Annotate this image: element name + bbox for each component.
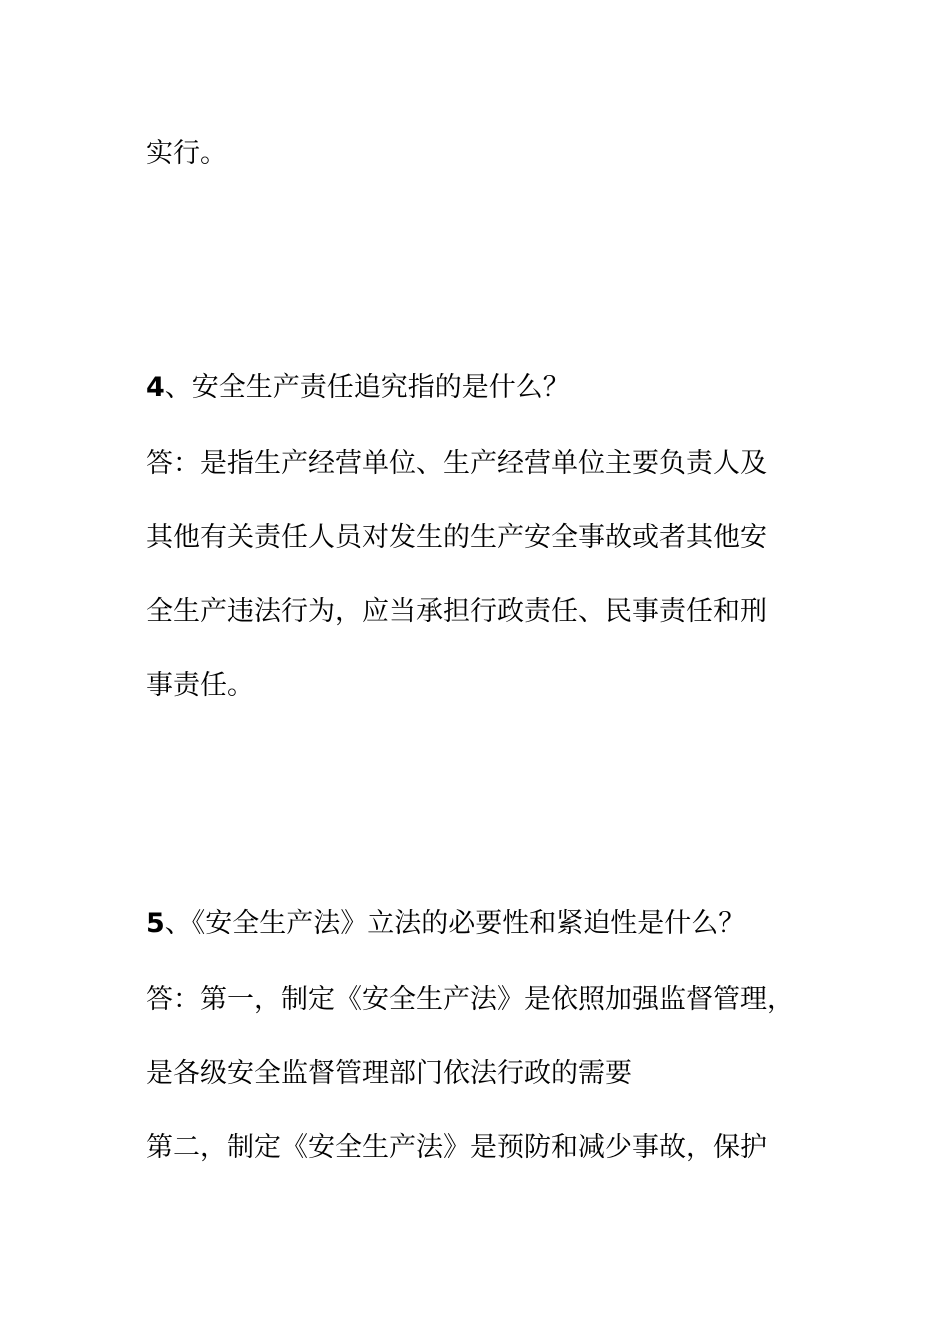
question-5-heading: [146, 906, 745, 942]
answer-4-line-1: 答：是指生产经营单位、生产经营单位主要负责人及: [146, 448, 767, 479]
question-4-text: 、安全生产责任追究指的是什么？: [164, 372, 570, 403]
answer-4-line-3: 全生产违法行为，应当承担行政责任、民事责任和刑: [146, 596, 767, 627]
answer-5-line-1: 答：第一，制定《安全生产法》是依照加强监督管理，: [146, 984, 794, 1015]
answer-4-line-4: 事责任。: [146, 670, 254, 701]
answer-5-line-2: 是各级安全监督管理部门依法行政的需要: [146, 1058, 632, 1089]
answer-4-line-2: 其他有关责任人员对发生的生产安全事故或者其他安: [146, 522, 767, 553]
question-4-number: 4: [146, 372, 165, 403]
question-5-text: 、《安全生产法》立法的必要性和紧迫性是什么？: [164, 908, 746, 939]
question-5-number: 5: [146, 908, 165, 939]
continuation-text: 实行。: [146, 138, 227, 169]
answer-5-line-3: 第二，制定《安全生产法》是预防和减少事故，保护: [146, 1132, 767, 1163]
question-4-heading: [146, 370, 570, 406]
